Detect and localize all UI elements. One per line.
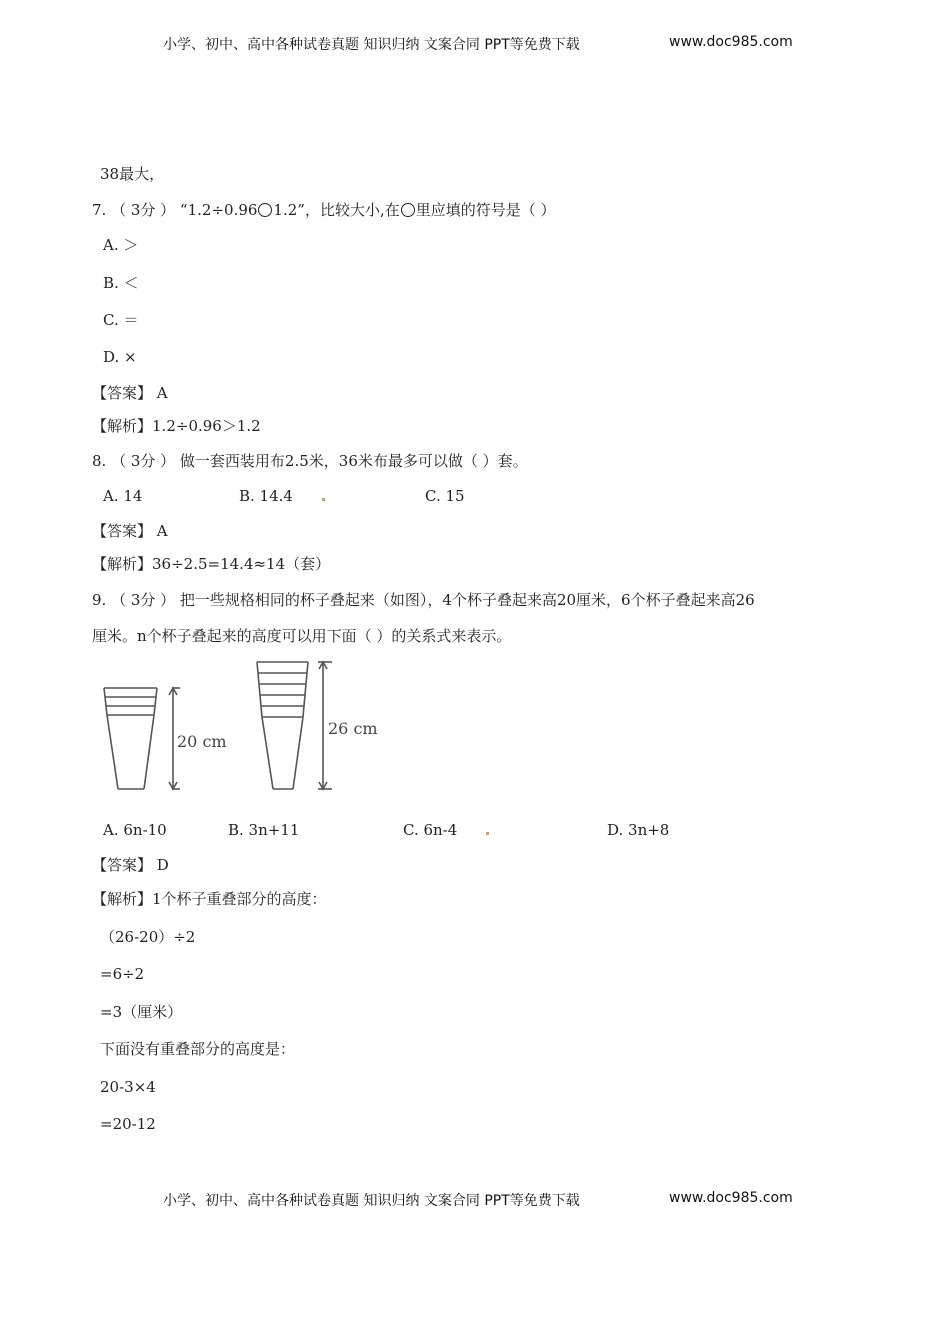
q7-option-d: D. × bbox=[103, 348, 137, 366]
q8-answer bbox=[92, 521, 168, 541]
stacked-cups-figure bbox=[95, 655, 395, 800]
analysis-label: 【解析】 bbox=[92, 417, 153, 435]
answer-value: A bbox=[156, 384, 168, 402]
blank-circle-icon bbox=[258, 203, 272, 217]
q9-option-a: A. 6n-10 bbox=[103, 821, 167, 839]
analysis-label: 【解析】 bbox=[92, 555, 153, 573]
analysis-line: =6÷2 bbox=[100, 965, 145, 983]
q9-analysis bbox=[92, 889, 327, 909]
q7-option-c: C. ＝ bbox=[103, 311, 139, 329]
q8-option-c: C. 15 bbox=[425, 487, 465, 505]
q7-stem-part1: 7. （ 3分 ） “1.2÷0.96 bbox=[92, 201, 258, 219]
q9-stem-line1: 9. （ 3分 ） 把一些规格相同的杯子叠起来（如图），4个杯子叠起来高20厘米，6个杯子叠起来高26 bbox=[92, 591, 755, 609]
cups-stack-4 bbox=[104, 688, 157, 789]
q8-option-a: A. 14 bbox=[103, 487, 143, 505]
analysis-line: =20-12 bbox=[100, 1115, 156, 1133]
analysis-line: 1个杯子重叠部分的高度： bbox=[152, 890, 327, 908]
q9-answer bbox=[92, 855, 169, 875]
q9-stem-line2: 厘米。n个杯子叠起来的高度可以用下面（ ）的关系式来表示。 bbox=[92, 627, 512, 645]
analysis-text: 36÷2.5=14.4≈14（套） bbox=[152, 555, 331, 573]
header-url[interactable]: www.doc985.com bbox=[669, 34, 793, 50]
q7-option-b: B. ＜ bbox=[103, 274, 139, 292]
q9-option-b: B. 3n+11 bbox=[228, 821, 300, 839]
analysis-line: 下面没有重叠部分的高度是： bbox=[100, 1040, 296, 1058]
analysis-line: =3（厘米） bbox=[100, 1003, 183, 1021]
q8-analysis bbox=[92, 554, 330, 574]
answer-value: A bbox=[156, 522, 168, 540]
footer-url[interactable]: www.doc985.com bbox=[669, 1190, 793, 1206]
answer-label: 【答案】 bbox=[92, 384, 153, 402]
q7-option-a: A. ＞ bbox=[103, 236, 139, 254]
previous-answer-tail: 38最大， bbox=[100, 165, 165, 183]
answer-value: D bbox=[156, 856, 169, 874]
marker-dot bbox=[486, 832, 489, 835]
height-label-20cm: 20 cm bbox=[177, 732, 227, 751]
q7-analysis bbox=[92, 416, 261, 436]
height-label-26cm: 26 cm bbox=[328, 719, 378, 738]
marker-dot bbox=[322, 498, 325, 501]
blank-circle-icon bbox=[401, 203, 415, 217]
analysis-text: 1.2÷0.96＞1.2 bbox=[152, 417, 261, 435]
q8-stem: 8. （ 3分 ） 做一套西装用布2.5米，36米布最多可以做（ ）套。 bbox=[92, 452, 528, 470]
answer-label: 【答案】 bbox=[92, 856, 153, 874]
header-text: 小学、初中、高中各种试卷真题 知识归纳 文案合同 PPT等免费下载 bbox=[163, 37, 580, 53]
analysis-line: 20-3×4 bbox=[100, 1078, 156, 1096]
q8-option-b: B. 14.4 bbox=[239, 487, 293, 505]
q7-stem-part3: 里应填的符号是（ ） bbox=[415, 201, 556, 219]
answer-label: 【答案】 bbox=[92, 522, 153, 540]
q9-option-c: C. 6n-4 bbox=[403, 821, 458, 839]
q9-option-d: D. 3n+8 bbox=[607, 821, 670, 839]
footer-text: 小学、初中、高中各种试卷真题 知识归纳 文案合同 PPT等免费下载 bbox=[163, 1193, 580, 1209]
analysis-label: 【解析】 bbox=[92, 890, 153, 908]
analysis-line: （26-20）÷2 bbox=[100, 928, 196, 946]
q7-stem bbox=[92, 200, 556, 220]
q7-answer bbox=[92, 383, 168, 403]
cups-stack-6 bbox=[257, 662, 308, 789]
q7-stem-part2: 1.2”，比较大小,在 bbox=[273, 201, 400, 219]
